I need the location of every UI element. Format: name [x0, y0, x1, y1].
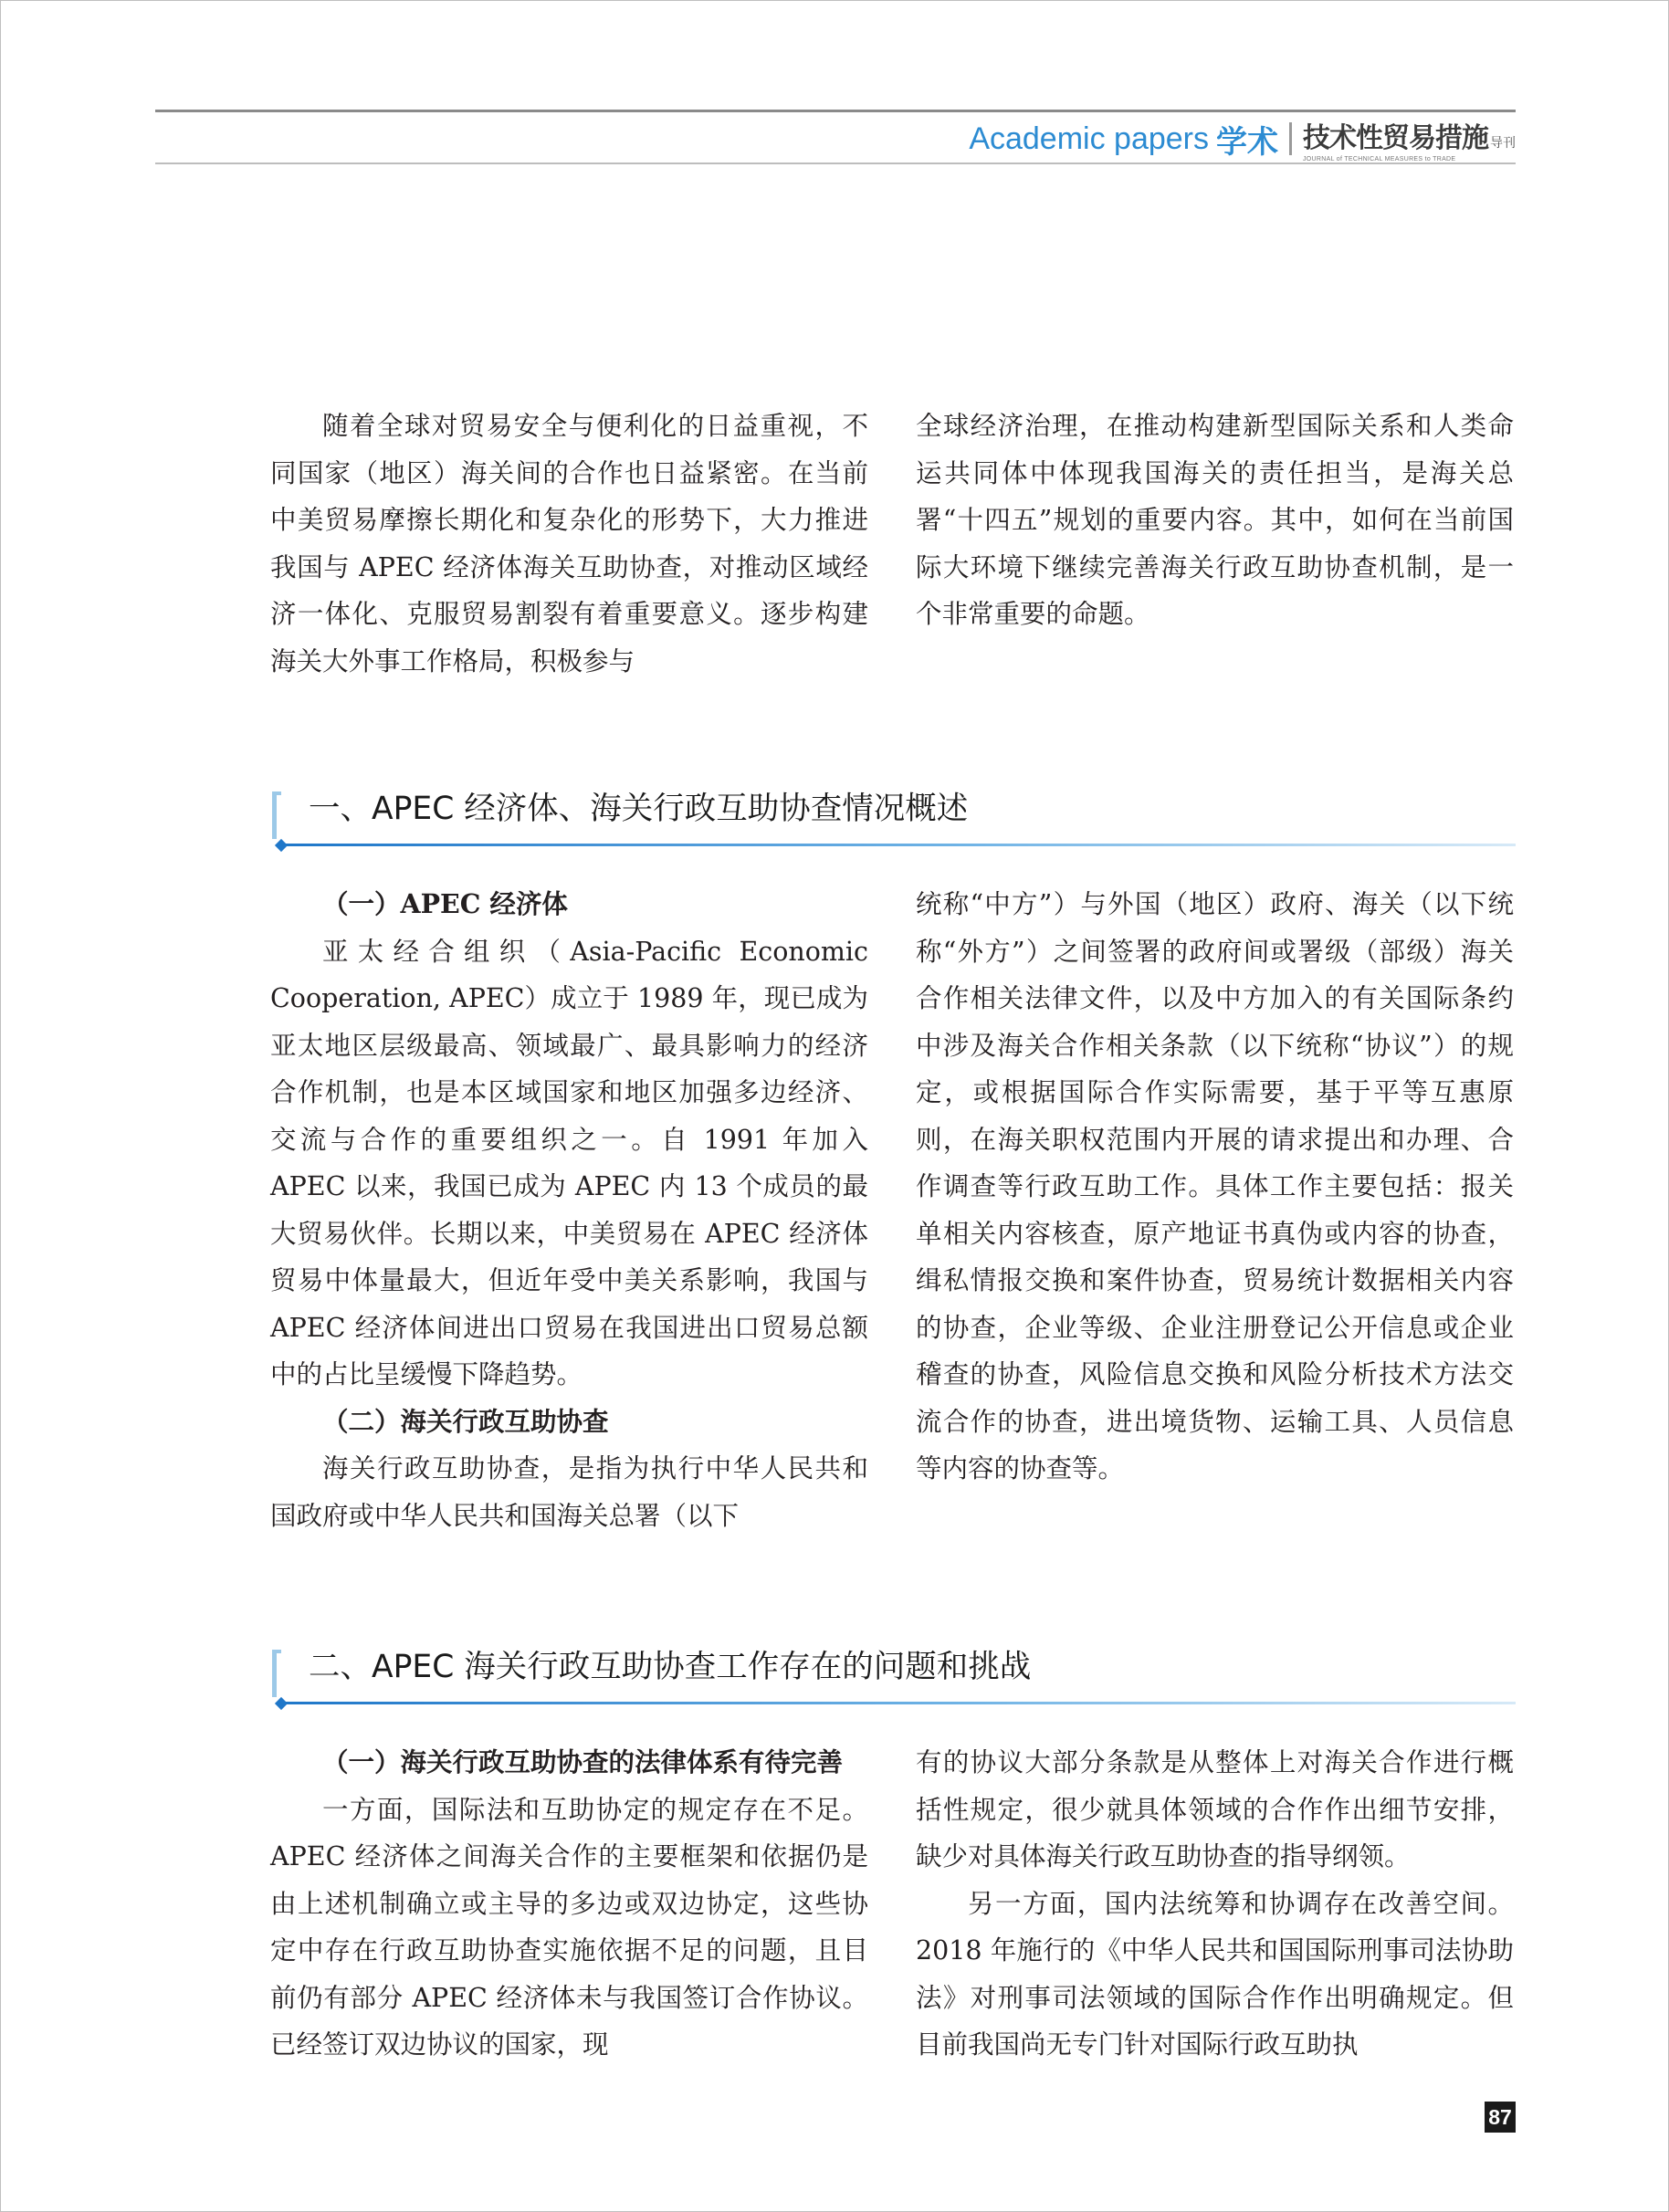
subsection-2-1-paragraph: 一方面，国际法和互助协定的规定存在不足。APEC 经济体之间海关合作的主要框架和依据仍是由上述机制确立或主导的多边或双边协定，这些协定中存在行政互助协查实施依据不足的问题，且目前仍有部分 APEC 经济体未与我国签订合作协议。已经签订双边协议的国家，现 — [270, 1794, 868, 2060]
subsection-2-1-paragraph-continued: 有的协议大部分条款是从整体上对海关合作进行概括性规定，很少就具体领域的合作作出细节安排，缺少对具体海关行政互助协查的指导纲领。 — [916, 1747, 1514, 1871]
header-rule — [155, 110, 1516, 112]
header-rule-lower — [155, 162, 1516, 164]
heading-bracket-ornament — [272, 1650, 277, 1697]
subsection-1-1-title: （一）APEC 经济体 — [322, 888, 568, 919]
subsection-2-1-paragraph-2: 另一方面，国内法统筹和协调存在改善空间。2018 年施行的《中华人民共和国国际刑事司法协助法》对刑事司法领域的国际合作作出明确规定。但目前我国尚无专门针对国际行政互助执 — [916, 1888, 1514, 2060]
running-header — [969, 117, 1516, 161]
intro-paragraph: 随着全球对贸易安全与便利化的日益重视，不同国家（地区）海关间的合作也日益紧密。在当前中美贸易摩擦长期化和复杂化的形势下，大力推进我国与 APEC 经济体海关互助协查，对推动区域经济一体化、克服贸易割裂有着重要意义。逐步构建海关大外事工作格局，积极参与 — [270, 411, 868, 676]
section-2-heading — [265, 1639, 1516, 1710]
heading-underline — [285, 1702, 1516, 1704]
page-number: 87 — [1485, 2102, 1516, 2133]
section-1-title: 一、APEC 经济体、海关行政互助协查情况概述 — [309, 791, 969, 827]
heading-bracket-ornament — [272, 791, 277, 839]
subsection-2-1-title: （一）海关行政互助协查的法律体系有待完善 — [322, 1746, 844, 1777]
header-label-en: Academic papers — [969, 121, 1209, 156]
header-label-cn: 学术 — [1216, 123, 1278, 161]
heading-bracket-ornament-top — [272, 1650, 281, 1653]
section-1-left-column — [270, 881, 868, 1539]
subsection-1-2-title: （二）海关行政互助协查 — [322, 1405, 609, 1437]
journal-english-name: JOURNAL of TECHNICAL MEASURES to TRADE — [1303, 156, 1456, 162]
section-2-left-column — [270, 1739, 868, 2069]
heading-bracket-ornament-top — [272, 791, 281, 795]
subsection-1-2-paragraph: 海关行政互助协查，是指为执行中华人民共和国政府或中华人民共和国海关总署（以下 — [270, 1453, 868, 1531]
intro-right-column — [916, 403, 1514, 638]
heading-diamond-ornament — [275, 1697, 288, 1710]
header-divider — [1289, 122, 1292, 155]
section-1-heading — [265, 781, 1516, 852]
intro-left-column — [270, 403, 868, 685]
heading-diamond-ornament — [275, 839, 288, 852]
section-2-right-column — [916, 1739, 1514, 2069]
section-2-title: 二、APEC 海关行政互助协查工作存在的问题和挑战 — [309, 1649, 1032, 1685]
subsection-1-1-paragraph: 亚太经合组织（Asia-Pacific Economic Cooperation, APEC）成立于 1989 年，现已成为亚太地区层级最高、领域最广、最具影响力的经济合作机制，也是本区域国家和地区加强多边经济、交流与合作的重要组织之一。自 1991 年加入 APEC 以来，我国已成为 APEC 内 13 个成员的最大贸易伙伴。长期以来，中美贸易在 APEC 经济体贸易中体量最大，但近年受中美关系影响，我国与 APEC 经济体间进出口贸易在我国进出口贸易总额中的占比呈缓慢下降趋势。 — [270, 936, 868, 1389]
section-1-right-column — [916, 881, 1514, 1493]
subsection-1-2-paragraph-continued: 统称“中方”）与外国（地区）政府、海关（以下统称“外方”）之间签署的政府间或署级（部级）海关合作相关法律文件，以及中方加入的有关国际条约中涉及海关合作相关条款（以下统称“协议”）的规定，或根据国际合作实际需要，基于平等互惠原则，在海关职权范围内开展的请求提出和办理、合作调查等行政互助工作。具体工作主要包括：报关单相关内容核查，原产地证书真伪或内容的协查，缉私情报交换和案件协查，贸易统计数据相关内容的协查，企业等级、企业注册登记公开信息或企业稽查的协查，风险信息交换和风险分析技术方法交流合作的协查，进出境货物、运输工具、人员信息等内容的协查等。 — [916, 889, 1514, 1483]
intro-paragraph-continued: 全球经济治理，在推动构建新型国际关系和人类命运共同体中体现我国海关的责任担当，是海关总署“十四五”规划的重要内容。其中，如何在当前国际大环境下继续完善海关行政互助协查机制，是一个非常重要的命题。 — [916, 411, 1514, 629]
heading-underline — [285, 844, 1516, 846]
journal-title: 技术性贸易措施 — [1303, 122, 1488, 154]
journal-subtitle: 导刊 — [1490, 136, 1516, 151]
journal-logo — [1303, 115, 1516, 162]
